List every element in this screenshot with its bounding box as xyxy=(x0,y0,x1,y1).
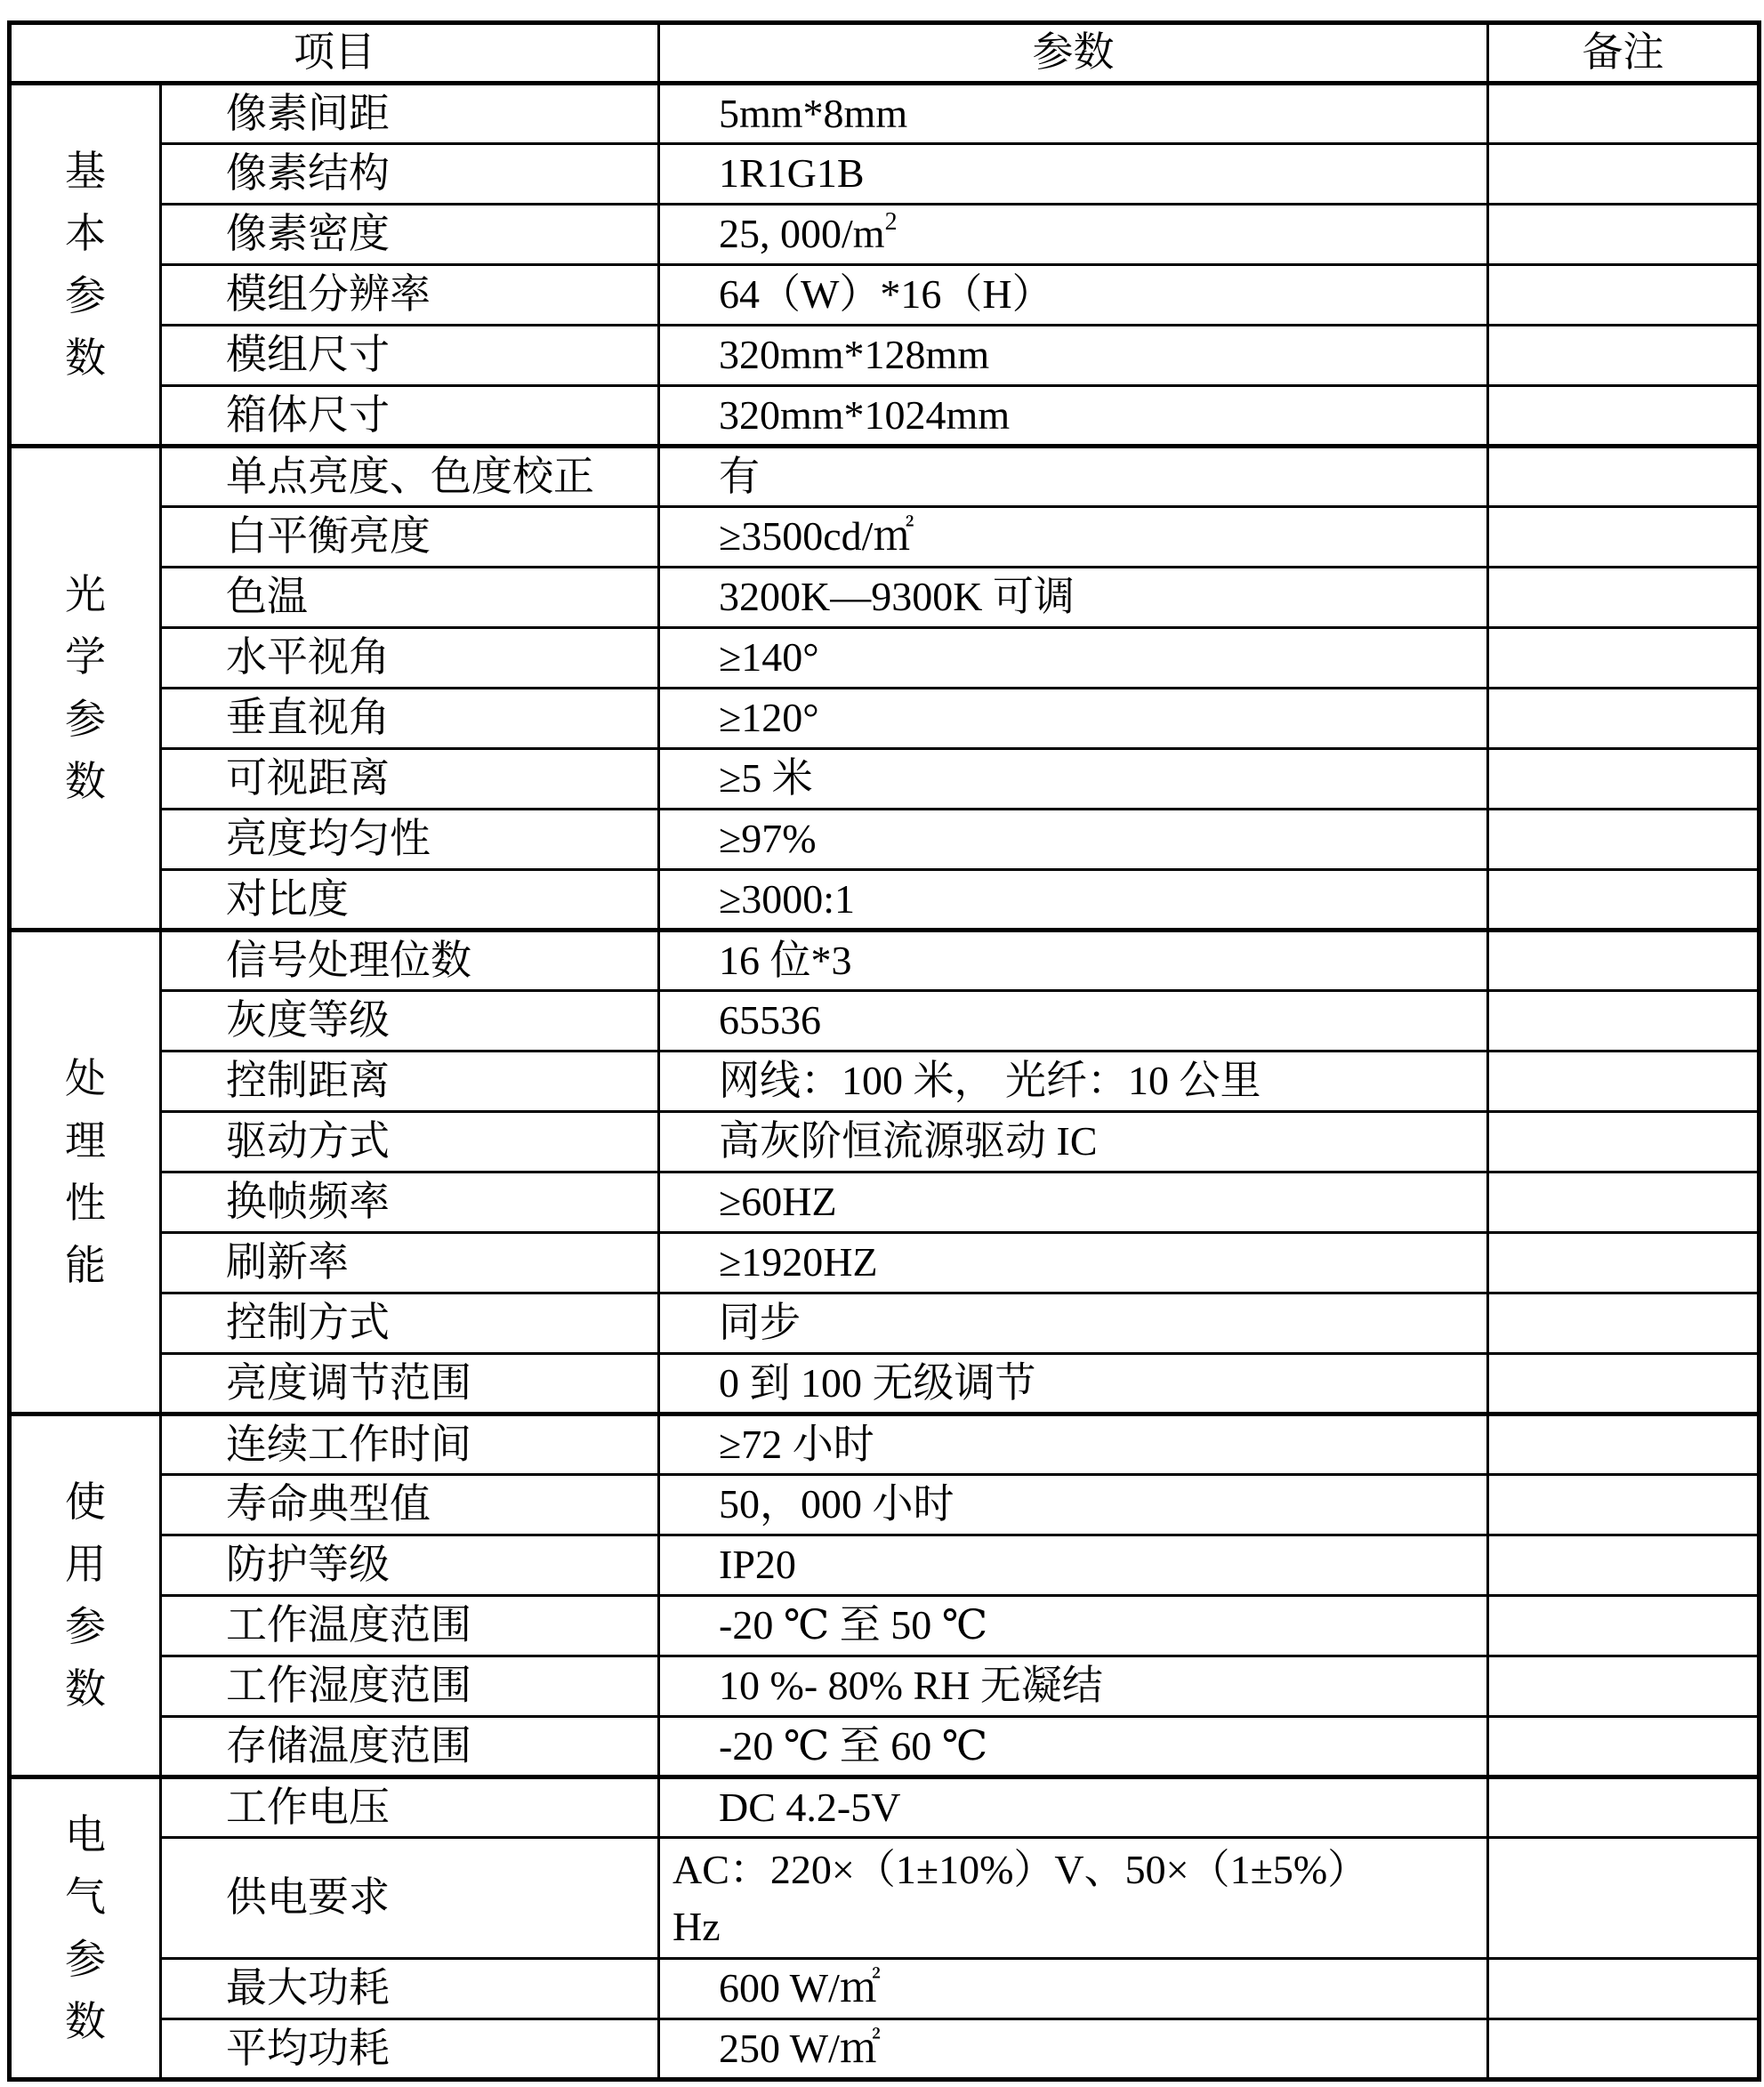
item-label: 防护等级 xyxy=(226,1542,390,1588)
item-label: 亮度调节范围 xyxy=(226,1359,471,1406)
item-label: 水平视角 xyxy=(226,634,390,681)
value-cell xyxy=(659,749,1488,810)
value-text: 5mm*8mm xyxy=(719,90,908,136)
item-cell xyxy=(161,1959,659,2019)
value-text: 0 到 100 无级调节 xyxy=(719,1359,1036,1406)
item-label: 像素密度 xyxy=(226,211,390,257)
value-text-line2: Hz xyxy=(673,1903,721,1949)
item-label: 单点亮度、色度校正 xyxy=(226,453,594,499)
value-superscript: 2 xyxy=(884,208,898,237)
item-label: 控制方式 xyxy=(226,1300,390,1346)
spec-row xyxy=(10,1475,1760,1535)
value-cell xyxy=(659,1172,1488,1233)
value-cell xyxy=(659,991,1488,1052)
value-cell xyxy=(659,870,1488,931)
item-cell xyxy=(161,568,659,628)
value-text: DC 4.2-5V xyxy=(719,1784,901,1830)
note-cell xyxy=(1488,2019,1760,2080)
value-cell xyxy=(659,1052,1488,1112)
spec-row xyxy=(10,1535,1760,1596)
spec-row xyxy=(10,1717,1760,1777)
value-cell xyxy=(659,386,1488,447)
value-cell xyxy=(659,1233,1488,1293)
note-cell xyxy=(1488,1596,1760,1656)
note-cell xyxy=(1488,507,1760,568)
header-row xyxy=(10,23,1760,84)
group-label-char: 参 xyxy=(65,696,106,742)
value-text: 600 W/㎡ xyxy=(719,1965,881,2011)
item-label: 驱动方式 xyxy=(226,1118,390,1164)
value-text: ≥5 米 xyxy=(719,755,813,802)
item-cell xyxy=(161,1535,659,1596)
note-cell xyxy=(1488,1414,1760,1475)
item-label: 工作电压 xyxy=(226,1784,390,1830)
item-cell xyxy=(161,991,659,1052)
item-label: 箱体尺寸 xyxy=(226,391,390,438)
note-cell xyxy=(1488,749,1760,810)
group-cell xyxy=(10,447,161,931)
note-cell xyxy=(1488,991,1760,1052)
value-cell xyxy=(659,507,1488,568)
note-cell xyxy=(1488,1475,1760,1535)
value-cell xyxy=(659,2019,1488,2080)
value-text: 高灰阶恒流源驱动 IC xyxy=(719,1118,1098,1164)
spec-row xyxy=(10,991,1760,1052)
spec-row xyxy=(10,447,1760,507)
value-cell xyxy=(659,1293,1488,1354)
item-label: 像素间距 xyxy=(226,90,390,136)
spec-table xyxy=(7,20,1761,2082)
item-cell xyxy=(161,1354,659,1414)
item-cell xyxy=(161,1475,659,1535)
item-cell xyxy=(161,205,659,265)
item-cell xyxy=(161,689,659,749)
item-label: 模组分辨率 xyxy=(226,271,431,318)
spec-row xyxy=(10,870,1760,931)
spec-row xyxy=(10,1777,1760,1838)
value-cell xyxy=(659,1959,1488,2019)
value-text: ≥3500cd/㎡ xyxy=(719,513,914,560)
value-text: 25, 000/m xyxy=(719,211,885,257)
item-cell xyxy=(161,1777,659,1838)
value-cell xyxy=(659,1777,1488,1838)
item-label: 像素结构 xyxy=(226,150,390,197)
item-cell xyxy=(161,749,659,810)
value-cell xyxy=(659,1717,1488,1777)
item-label: 白平衡亮度 xyxy=(226,513,431,560)
note-cell xyxy=(1488,326,1760,386)
header-cell-note xyxy=(1488,23,1760,84)
note-cell xyxy=(1488,144,1760,205)
spec-row xyxy=(10,689,1760,749)
item-label: 垂直视角 xyxy=(226,695,390,741)
value-cell xyxy=(659,84,1488,144)
item-cell xyxy=(161,84,659,144)
item-label: 工作湿度范围 xyxy=(226,1663,471,1709)
spec-row xyxy=(10,84,1760,144)
item-label: 工作温度范围 xyxy=(226,1602,471,1648)
value-text: 64（W）*16（H） xyxy=(719,271,1053,318)
group-label-char: 能 xyxy=(65,1242,106,1288)
note-cell xyxy=(1488,1959,1760,2019)
spec-row xyxy=(10,386,1760,447)
value-text: 有 xyxy=(719,453,760,499)
spec-row xyxy=(10,1414,1760,1475)
value-text: ≥97% xyxy=(719,816,817,862)
spec-row xyxy=(10,2019,1760,2080)
item-label: 供电要求 xyxy=(226,1874,390,1921)
value-cell xyxy=(659,810,1488,870)
note-cell xyxy=(1488,1535,1760,1596)
value-cell xyxy=(659,568,1488,628)
spec-table-body xyxy=(10,84,1760,2080)
header-cell-param xyxy=(659,23,1488,84)
spec-row xyxy=(10,1354,1760,1414)
item-cell xyxy=(161,1293,659,1354)
item-label: 对比度 xyxy=(226,875,349,922)
spec-row xyxy=(10,1293,1760,1354)
value-cell xyxy=(659,1535,1488,1596)
group-label-char: 性 xyxy=(65,1180,106,1226)
note-cell xyxy=(1488,386,1760,447)
value-cell xyxy=(659,1414,1488,1475)
value-text: 65536 xyxy=(719,997,821,1044)
header-item-label: 项目 xyxy=(294,29,375,76)
spec-row xyxy=(10,749,1760,810)
note-cell xyxy=(1488,1656,1760,1717)
item-label: 色温 xyxy=(226,574,308,620)
group-label-char: 本 xyxy=(65,210,106,256)
value-cell xyxy=(659,447,1488,507)
group-label-char: 电 xyxy=(65,1811,106,1857)
group-cell xyxy=(10,931,161,1414)
spec-row xyxy=(10,1112,1760,1172)
value-text: 网线：100 米， 光纤：10 公里 xyxy=(719,1058,1261,1104)
group-cell xyxy=(10,1414,161,1777)
note-cell xyxy=(1488,1112,1760,1172)
value-cell xyxy=(659,1838,1488,1959)
value-text: 10 %- 80% RH 无凝结 xyxy=(719,1663,1103,1709)
group-label-char: 处 xyxy=(65,1055,106,1101)
item-cell xyxy=(161,628,659,689)
item-cell xyxy=(161,1717,659,1777)
item-cell xyxy=(161,2019,659,2080)
spec-row xyxy=(10,144,1760,205)
item-label: 刷新率 xyxy=(226,1239,349,1285)
item-cell xyxy=(161,1838,659,1959)
group-label-char: 数 xyxy=(65,334,106,381)
note-cell xyxy=(1488,265,1760,326)
item-cell xyxy=(161,507,659,568)
item-cell xyxy=(161,326,659,386)
spec-row xyxy=(10,1233,1760,1293)
spec-row xyxy=(10,205,1760,265)
spec-row xyxy=(10,810,1760,870)
value-text: 3200K—9300K 可调 xyxy=(719,574,1075,620)
value-cell xyxy=(659,1596,1488,1656)
group-cell xyxy=(10,1777,161,2080)
item-label: 亮度均匀性 xyxy=(226,816,431,862)
note-cell xyxy=(1488,810,1760,870)
value-text: IP20 xyxy=(719,1542,796,1588)
item-cell xyxy=(161,870,659,931)
item-cell xyxy=(161,265,659,326)
item-label: 换帧频率 xyxy=(226,1179,390,1225)
value-cell xyxy=(659,326,1488,386)
note-cell xyxy=(1488,1172,1760,1233)
group-label-char: 基 xyxy=(65,148,106,194)
item-label: 信号处理位数 xyxy=(226,937,471,983)
group-label-char: 光 xyxy=(65,571,106,617)
group-label-char: 气 xyxy=(65,1873,106,1920)
value-text: ≥72 小时 xyxy=(719,1421,874,1467)
item-cell xyxy=(161,1112,659,1172)
value-cell xyxy=(659,144,1488,205)
item-label: 最大功耗 xyxy=(226,1965,390,2011)
group-label-char: 学 xyxy=(65,633,106,680)
header-note-label: 备注 xyxy=(1582,29,1664,76)
value-cell xyxy=(659,1475,1488,1535)
item-label: 连续工作时间 xyxy=(226,1421,471,1467)
item-cell xyxy=(161,447,659,507)
value-cell xyxy=(659,1112,1488,1172)
value-text: -20 ℃ 至 60 ℃ xyxy=(719,1722,988,1769)
spec-row xyxy=(10,628,1760,689)
value-text: -20 ℃ 至 50 ℃ xyxy=(719,1602,988,1648)
group-label-char: 数 xyxy=(65,1998,106,2044)
header-cell-item xyxy=(10,23,659,84)
item-cell xyxy=(161,1414,659,1475)
value-text: ≥140° xyxy=(719,634,819,681)
item-cell xyxy=(161,144,659,205)
item-label: 平均功耗 xyxy=(226,2025,390,2071)
value-text: ≥120° xyxy=(719,695,819,741)
value-text: 320mm*1024mm xyxy=(719,391,1011,438)
value-text: 320mm*128mm xyxy=(719,332,990,378)
value-text: 50，000 小时 xyxy=(719,1481,954,1527)
note-cell xyxy=(1488,870,1760,931)
value-cell xyxy=(659,205,1488,265)
note-cell xyxy=(1488,1777,1760,1838)
spec-row xyxy=(10,1656,1760,1717)
note-cell xyxy=(1488,447,1760,507)
value-cell xyxy=(659,689,1488,749)
item-cell xyxy=(161,1233,659,1293)
note-cell xyxy=(1488,84,1760,144)
group-label-char: 参 xyxy=(65,272,106,318)
spec-row xyxy=(10,931,1760,991)
note-cell xyxy=(1488,568,1760,628)
value-text: ≥3000:1 xyxy=(719,875,856,922)
item-label: 可视距离 xyxy=(226,755,390,802)
group-label-char: 用 xyxy=(65,1541,106,1587)
spec-row xyxy=(10,265,1760,326)
note-cell xyxy=(1488,1717,1760,1777)
item-cell xyxy=(161,931,659,991)
value-text: 16 位*3 xyxy=(719,937,852,983)
note-cell xyxy=(1488,1293,1760,1354)
spec-table-header xyxy=(10,23,1760,84)
item-cell xyxy=(161,1656,659,1717)
value-text: 250 W/㎡ xyxy=(719,2025,881,2071)
item-cell xyxy=(161,810,659,870)
spec-row xyxy=(10,1172,1760,1233)
value-cell xyxy=(659,265,1488,326)
note-cell xyxy=(1488,1233,1760,1293)
spec-row xyxy=(10,326,1760,386)
value-cell xyxy=(659,1656,1488,1717)
note-cell xyxy=(1488,1354,1760,1414)
note-cell xyxy=(1488,689,1760,749)
value-text: 1R1G1B xyxy=(719,150,865,197)
item-label: 模组尺寸 xyxy=(226,332,390,378)
spec-row xyxy=(10,1052,1760,1112)
item-cell xyxy=(161,1052,659,1112)
spec-row xyxy=(10,1838,1760,1959)
note-cell xyxy=(1488,205,1760,265)
spec-row xyxy=(10,568,1760,628)
value-cell xyxy=(659,628,1488,689)
spec-row xyxy=(10,1596,1760,1656)
group-label-char: 数 xyxy=(65,1665,106,1712)
item-cell xyxy=(161,386,659,447)
item-cell xyxy=(161,1596,659,1656)
note-cell xyxy=(1488,628,1760,689)
header-param-label: 参数 xyxy=(1032,29,1115,76)
item-label: 灰度等级 xyxy=(226,997,390,1044)
value-cell xyxy=(659,1354,1488,1414)
spec-row xyxy=(10,507,1760,568)
item-label: 寿命典型值 xyxy=(226,1481,431,1527)
value-text: 同步 xyxy=(719,1300,801,1346)
group-cell xyxy=(10,84,161,447)
group-label-char: 理 xyxy=(65,1117,106,1164)
item-label: 控制距离 xyxy=(226,1058,390,1104)
group-label-char: 使 xyxy=(65,1479,106,1525)
value-cell xyxy=(659,931,1488,991)
group-label-char: 参 xyxy=(65,1936,106,1982)
item-cell xyxy=(161,1172,659,1233)
note-cell xyxy=(1488,931,1760,991)
value-text: ≥1920HZ xyxy=(719,1239,878,1285)
value-text: ≥60HZ xyxy=(719,1179,837,1225)
item-label: 存储温度范围 xyxy=(226,1722,471,1769)
note-cell xyxy=(1488,1838,1760,1959)
group-label-char: 参 xyxy=(65,1603,106,1649)
value-text: AC：220×（1±10%）V、50×（1±5%） xyxy=(673,1846,1369,1892)
group-label-char: 数 xyxy=(65,758,106,804)
note-cell xyxy=(1488,1052,1760,1112)
spec-row xyxy=(10,1959,1760,2019)
